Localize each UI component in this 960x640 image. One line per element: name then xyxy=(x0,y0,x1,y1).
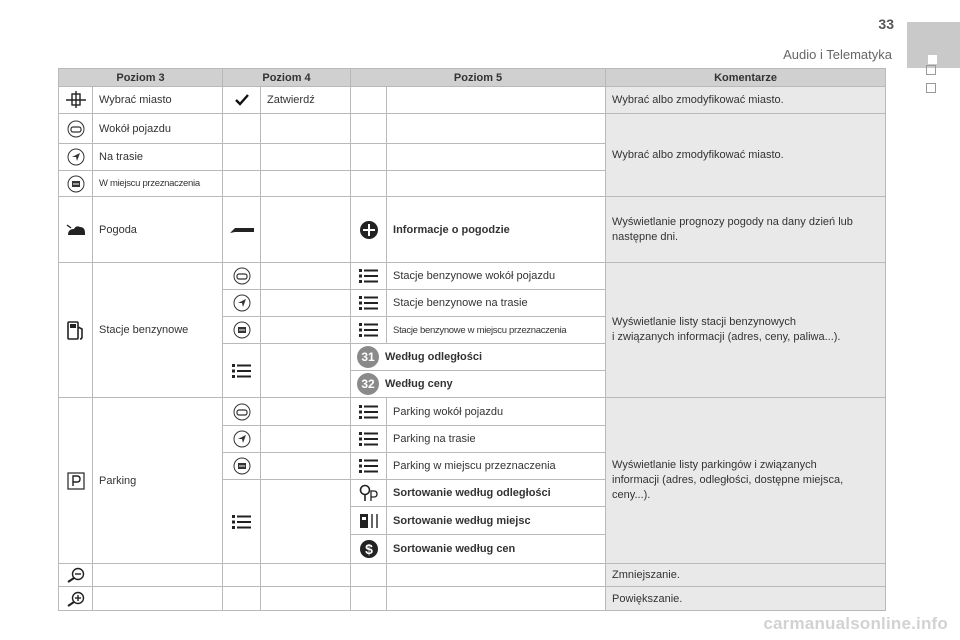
option-label: Według odległości xyxy=(385,350,483,363)
row-comment xyxy=(606,398,886,564)
row-comment: Wybrać albo zmodyfikować miasto. xyxy=(606,87,886,114)
parking-spaces-icon xyxy=(351,507,387,535)
level5-value: Stacje benzynowe wokół pojazdu xyxy=(387,263,606,290)
level5-value: Sortowanie według miejsc xyxy=(387,507,606,535)
table-row xyxy=(59,398,886,426)
level5-value: Parking na trasie xyxy=(387,426,606,453)
row-label: Pogoda xyxy=(93,197,223,263)
level5-value: Stacje benzynowe w miejscu przeznaczenia xyxy=(387,317,606,344)
header-level4: Poziom 4 xyxy=(223,69,351,87)
menu-table xyxy=(58,68,886,611)
chapter-tab-box xyxy=(926,83,936,93)
page-number: 33 xyxy=(878,16,894,32)
level5-value: Parking w miejscu przeznaczenia xyxy=(387,453,606,480)
table-row xyxy=(59,564,886,587)
parking-icon xyxy=(59,398,93,564)
destination-flag-icon xyxy=(223,317,261,344)
level5-value: Stacje benzynowe na trasie xyxy=(387,290,606,317)
comment-line: ceny...). xyxy=(612,489,651,501)
table-row xyxy=(59,263,886,290)
chapter-tab-box xyxy=(926,65,936,75)
zoom-out-icon xyxy=(59,564,93,587)
wind-bar-icon xyxy=(223,197,261,263)
checkmark-icon xyxy=(223,87,261,114)
level5-value: Sortowanie według odległości xyxy=(387,480,606,507)
comment-line: Wyświetlanie listy stacji benzynowych xyxy=(612,316,796,328)
zoom-in-icon xyxy=(59,587,93,611)
row-label: Wokół pojazdu xyxy=(93,114,223,144)
row-label: Wybrać miasto xyxy=(93,87,223,114)
navigation-arrow-icon xyxy=(59,144,93,171)
list-icon xyxy=(351,290,387,317)
header-comments: Komentarze xyxy=(606,69,886,87)
city-select-icon xyxy=(59,87,93,114)
level4-value: Zatwierdź xyxy=(261,87,351,114)
level5-value: Informacje o pogodzie xyxy=(387,197,606,263)
list-icon xyxy=(351,317,387,344)
comment-line: Wyświetlanie listy parkingów i związanych xyxy=(612,459,817,471)
option-label: Według ceny xyxy=(385,377,453,390)
price-dollar-icon xyxy=(351,535,387,564)
list-icon xyxy=(351,426,387,453)
row-comment: Powiększanie. xyxy=(606,587,886,611)
navigation-arrow-icon xyxy=(223,290,261,317)
row-label: Stacje benzynowe xyxy=(93,263,223,398)
header-level3: Poziom 3 xyxy=(59,69,223,87)
destination-flag-icon xyxy=(223,453,261,480)
chapter-tab-square-icon xyxy=(928,55,937,64)
add-info-icon xyxy=(351,197,387,263)
car-around-icon xyxy=(59,114,93,144)
weather-icon xyxy=(59,197,93,263)
row-label: W miejscu przeznaczenia xyxy=(93,171,223,197)
destination-flag-icon xyxy=(59,171,93,197)
page-ref-badge: 32 xyxy=(357,373,379,395)
svg-text:$: $ xyxy=(364,541,373,557)
list-icon xyxy=(351,263,387,290)
row-comment: Wybrać albo zmodyfikować miasto. xyxy=(606,114,886,197)
car-around-icon xyxy=(223,398,261,426)
section-title: Audio i Telematyka xyxy=(783,47,892,62)
row-comment xyxy=(606,263,886,398)
header-level5: Poziom 5 xyxy=(351,69,606,87)
distance-pin-icon xyxy=(351,480,387,507)
page-ref-badge: 31 xyxy=(357,346,379,368)
table-row xyxy=(59,587,886,611)
level5-option xyxy=(351,371,606,398)
navigation-arrow-icon xyxy=(223,426,261,453)
list-icon xyxy=(223,480,261,564)
list-icon xyxy=(351,453,387,480)
level5-value: Parking wokół pojazdu xyxy=(387,398,606,426)
row-label: Parking xyxy=(93,398,223,564)
chapter-tab xyxy=(907,22,960,68)
row-comment: Wyświetlanie prognozy pogody na dany dzień lub następne dni. xyxy=(606,197,886,263)
level5-value: Sortowanie według cen xyxy=(387,535,606,564)
list-icon xyxy=(223,344,261,398)
comment-line: informacji (adres, odległości, dostępne miejsca, xyxy=(612,474,844,486)
fuel-pump-icon xyxy=(59,263,93,398)
level5-option xyxy=(351,344,606,371)
car-around-icon xyxy=(223,263,261,290)
table-header-row xyxy=(59,69,886,87)
row-comment: Zmniejszanie. xyxy=(606,564,886,587)
table-row xyxy=(59,197,886,263)
watermark: carmanualsonline.info xyxy=(763,614,948,633)
list-icon xyxy=(351,398,387,426)
row-label: Na trasie xyxy=(93,144,223,171)
table-row xyxy=(59,114,886,144)
table-row xyxy=(59,87,886,114)
comment-line: i związanych informacji (adres, ceny, paliwa...). xyxy=(612,331,841,343)
